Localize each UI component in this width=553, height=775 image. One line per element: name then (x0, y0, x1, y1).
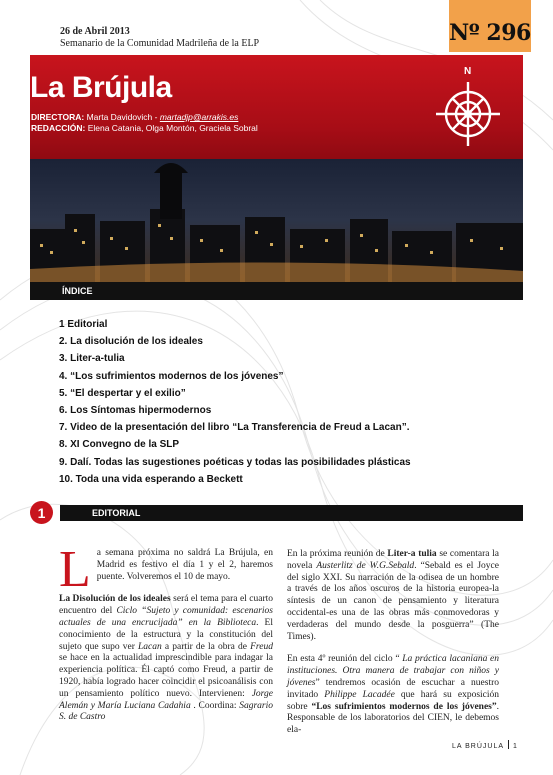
compass-north-letter: N (464, 66, 472, 77)
article-column-right (287, 549, 499, 748)
article-column-left (59, 541, 274, 735)
paragraph-2-bold: La Disolución de los ideales (59, 594, 171, 605)
toc-item-10[interactable]: 10. Toda una vida esperando a Beckett (59, 473, 243, 485)
credits (31, 112, 258, 134)
toc-item-8[interactable]: 8. XI Convegno de la SLP (59, 439, 180, 451)
page-number: 1 (513, 743, 518, 750)
toc-item-3[interactable]: 3. Liter-a-tulia (59, 353, 125, 365)
toc-item-2[interactable]: 2. La disolución de los ideales (59, 336, 203, 348)
toc-item-7[interactable]: 7. Video de la presentación del libro “La Transferencia de Freud a Lacan”. (59, 422, 410, 434)
toc-item-1[interactable]: 1 Editorial (59, 319, 108, 330)
paragraph-4-text-a: En esta 4º reunión del ciclo “ (287, 654, 403, 665)
issue-number: Nº 296 (449, 20, 531, 46)
director-name: Marta Davidovich - (86, 112, 158, 122)
city-night-photo (30, 159, 523, 282)
article-paragraph-4 (287, 654, 499, 737)
paragraph-4-bold: “Los sufrimientos modernos de los jóvenes” (311, 701, 497, 712)
editorial-label: REDACCIÓN: (31, 123, 86, 133)
director-email-link[interactable]: martadjp@arrakis.es (159, 112, 239, 122)
city-skyline-illustration (30, 159, 523, 282)
index-label: ÍNDICE (62, 286, 93, 296)
paragraph-3-text-b: se comentara la novela (287, 549, 500, 571)
index-bar (30, 282, 523, 300)
drop-cap: L (59, 541, 91, 598)
paragraph-4-text-c: que hará su exposición sobre (287, 689, 500, 712)
section-title: EDITORIAL (92, 508, 141, 518)
paragraph-2-italic-4: Jorge Alemán y María Luciana Cadahia (59, 688, 273, 711)
section-number-badge: 1 (30, 501, 53, 524)
director-label: DIRECTORA: (31, 112, 85, 122)
paragraph-2-text-d: se hace en la actualidad imprescindible para indagar la experiencia política. Él captó como Freud, a partir de 1920, había logrado hacer coincidir el psicoanálisis con un pensamiento político nuevo. Intervienen: (59, 653, 273, 699)
paragraph-2-italic-3: Freud (250, 641, 273, 652)
paragraph-3-italic: Austerlitz de W.G.Sebald (316, 560, 415, 571)
paragraph-4-text-d: . Responsable de los laboratorios del CIEN, le debemos ela- (287, 701, 499, 736)
paragraph-2-italic-1: Ciclo “Sujeto y comunidad: escenarios actuales de una encrucijada” en la Biblioteca (59, 606, 274, 628)
paragraph-3-bold: Liter-a tulia (387, 549, 437, 559)
footer-label: LA BRÚJULA (452, 743, 505, 750)
paragraph-2-text-a: será el tema para el cuarto encuentro del (59, 594, 273, 617)
paragraph-3-text-c: . “Sebald es el Joyce del siglo XXI. Su narración de la odisea de un hombre a través de los años oscuros de la historia europea-la síntesis de un canon de pensamiento y literatura occidental-es una de las obras más conmovedoras y verdaderas del mundo desde la posguerra” (The Times). (287, 560, 499, 642)
footer-separator (508, 740, 509, 749)
issue-number-tab (449, 0, 531, 52)
paragraph-2-italic-5: Sagrario S. de Castro (59, 700, 273, 723)
paragraph-2-text-b: . El conocimiento de la estructura y la constitución del sujeto que supo ver (59, 617, 273, 652)
article-paragraph-1 (59, 541, 273, 598)
paragraph-4-text-b: ” tendremos ocasión de escuchar a nuestro invitado (287, 677, 499, 700)
toc-item-6[interactable]: 6. Los Síntomas hipermodernos (59, 404, 212, 416)
paragraph-1-text: a semana próxima no saldrá La Brújula, en Madrid es festivo el día 1 y el 2, haremos puente. Volveremos el 10 de mayo. (96, 548, 273, 582)
paragraph-4-italic-2: Philippe Lacadée (324, 689, 395, 700)
publication-subtitle: Semanario de la Comunidad Madrileña de la ELP (60, 38, 260, 49)
article-paragraph-2 (59, 594, 273, 724)
editorial-names: Elena Catania, Olga Montón, Graciela Sobral (87, 123, 258, 133)
article-paragraph-3 (287, 549, 499, 643)
issue-date: 26 de Abril 2013 (60, 26, 130, 37)
paragraph-2-text-e: . Coordina: (190, 700, 240, 711)
paragraph-2-text-c: a partir de la obra de (161, 641, 251, 652)
toc-item-9[interactable]: 9. Dalí. Todas las sugestiones poéticas y todas las posibilidades plásticas (59, 456, 411, 468)
masthead-title: La Brújula (30, 71, 172, 104)
editorial-line (31, 123, 258, 134)
paragraph-2-italic-2: Lacan (138, 641, 162, 652)
toc-item-5[interactable]: 5. “El despertar y el exilio” (59, 387, 186, 399)
compass-rose-icon (420, 60, 516, 156)
director-line (31, 112, 258, 123)
paragraph-4-italic-1: La práctica lacaniana en instituciones. Otra manera de trabajar con niños y jóvenes (287, 654, 499, 688)
page-footer (452, 740, 518, 750)
toc-item-4[interactable]: 4. “Los sufrimientos modernos de los jóvenes” (59, 370, 284, 382)
table-of-contents (59, 316, 519, 488)
paragraph-3-text-a: En la próxima reunión de (287, 549, 388, 559)
